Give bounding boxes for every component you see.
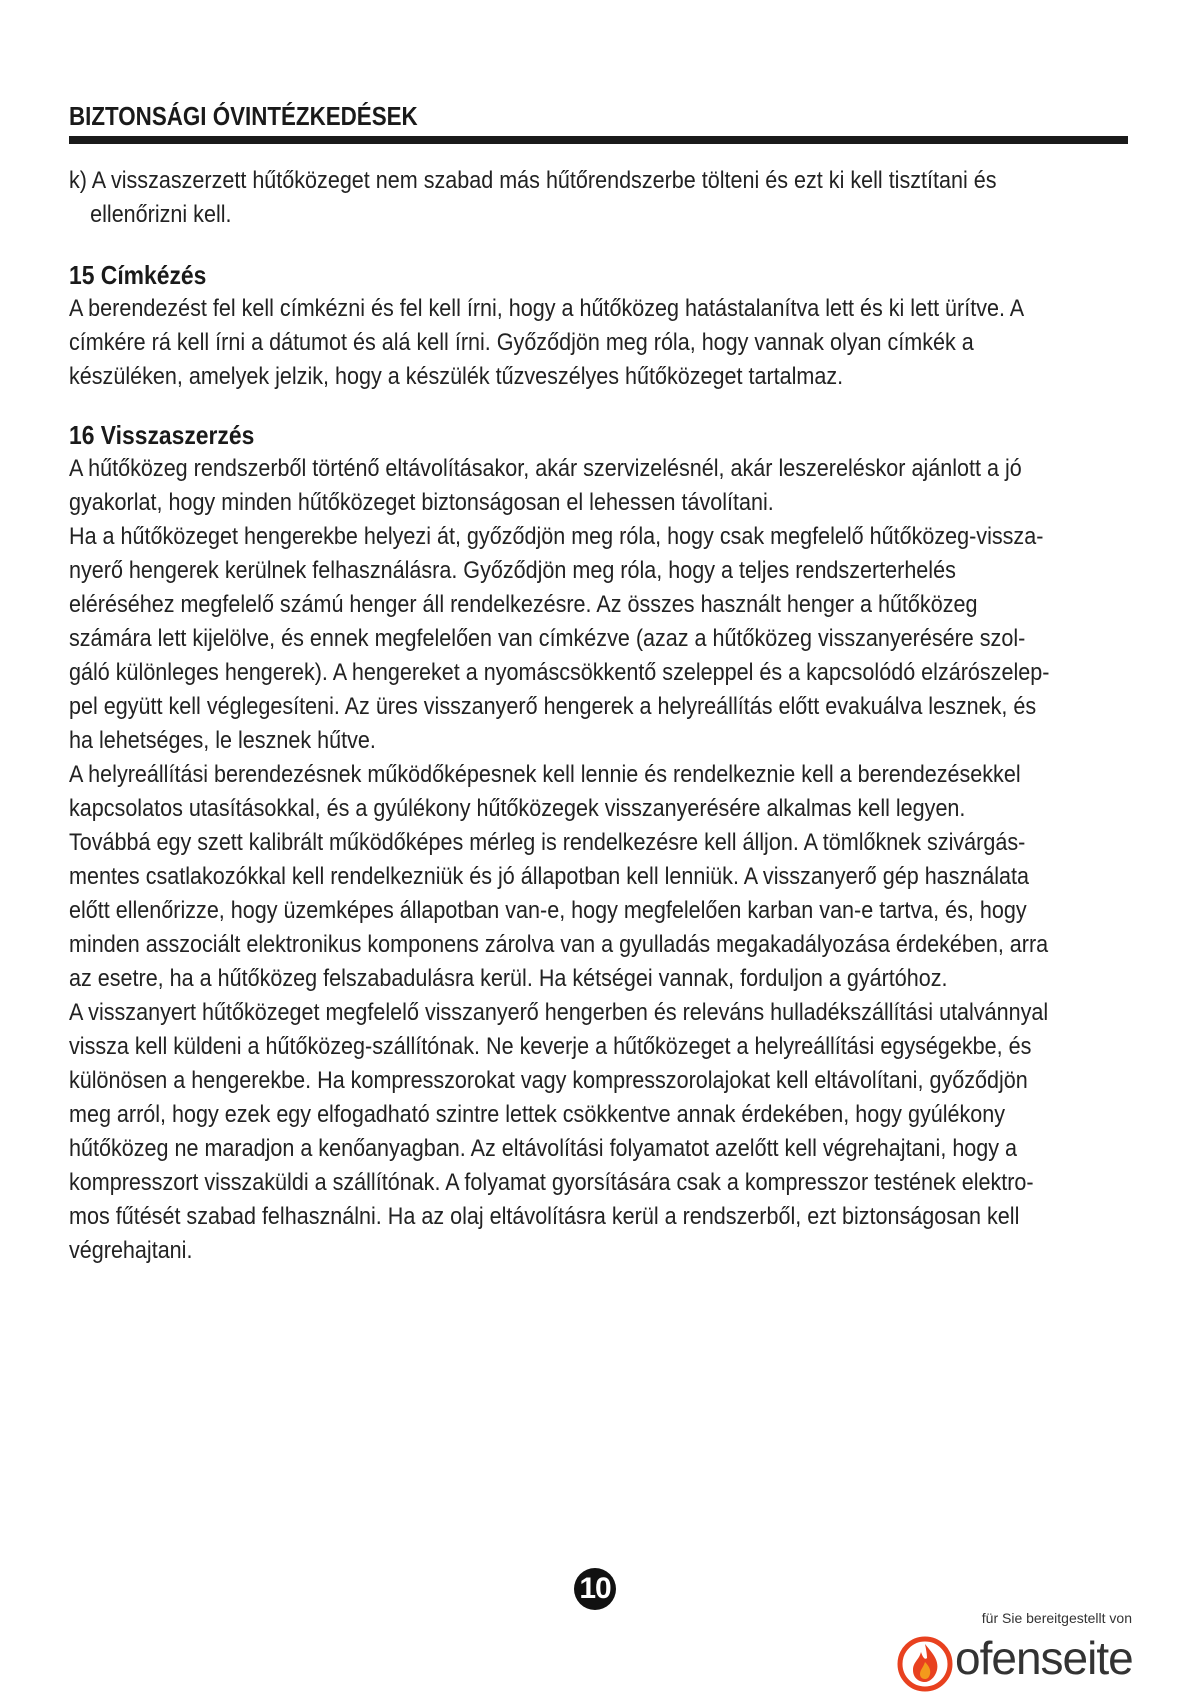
paragraph-line: ha lehetséges, le lesznek hűtve. [69, 727, 376, 754]
paragraph-line: eléréséhez megfelelő számú henger áll rendelkezésre. Az összes használt henger a hűtőközeg [69, 591, 978, 618]
brand-name: ofenseite [955, 1632, 1133, 1684]
paragraph-line: számára lett kijelölve, és ennek megfelelően van címkézve (azaz a hűtőközeg visszanyerésére szol- [69, 625, 1026, 652]
section-15 [69, 258, 1128, 394]
paragraph-line: végrehajtani. [69, 1237, 193, 1264]
paragraph-line: vissza kell küldeni a hűtőközeg-szállítónak. Ne keverje a hűtőközeget a helyreállítási egységekbe, és [69, 1033, 1032, 1060]
paragraph-line: ellenőrizni kell. [90, 201, 232, 228]
page-header [69, 100, 1128, 144]
paragraph-line: A berendezést fel kell címkézni és fel kell írni, hogy a hűtőközeg hatástalanítva lett és ki lett ürítve. A [69, 295, 1025, 322]
section-heading: 15 Címkézés [69, 260, 207, 290]
paragraph-line: mos fűtését szabad felhasználni. Ha az olaj eltávolításra kerül a rendszerből, ezt biztonságosan kell [69, 1203, 1020, 1230]
paragraph-line: Továbbá egy szett kalibrált működőképes mérleg is rendelkezésre kell álljon. A tömlőknek szivárgás- [69, 829, 1026, 856]
paragraph-line: A hűtőközeg rendszerből történő eltávolításakor, akár szervizelésnél, akár leszereléskor ajánlott a jó [69, 455, 1022, 482]
paragraph-line: előtt ellenőrizze, hogy üzemképes állapotban van-e, hogy megfelelően karban van-e tartva, és, hogy [69, 897, 1027, 924]
section-16 [69, 418, 1128, 1268]
page-number: 10 [574, 1568, 616, 1610]
paragraph-line: nyerő hengerek kerülnek felhasználásra. Győződjön meg róla, hogy a teljes rendszerterhelés [69, 557, 956, 584]
brand-tagline: für Sie bereitgestellt von [981, 1610, 1132, 1626]
paragraph-line: Ha a hűtőközeget hengerekbe helyezi át, győződjön meg róla, hogy csak megfelelő hűtőközeg-vissza- [69, 523, 1044, 550]
paragraph-line: kapcsolatos utasításokkal, és a gyúlékony hűtőközegek visszanyerésére alkalmas kell legyen. [69, 795, 966, 822]
paragraph-line: kompresszort visszaküldi a szállítónak. A folyamat gyorsítására csak a kompresszor testének elektro- [69, 1169, 1034, 1196]
flame-logo-icon [895, 1632, 955, 1692]
paragraph-line: A helyreállítási berendezésnek működőképesnek kell lennie és rendelkeznie kell a berendezésekkel [69, 761, 1021, 788]
paragraph-line: mentes csatlakozókkal kell rendelkezniük és jó állapotban kell lenniük. A visszanyerő gép használata [69, 863, 1029, 890]
paragraph-line: készüléken, amelyek jelzik, hogy a készülék tűzveszélyes hűtőközeget tartalmaz. [69, 363, 844, 390]
paragraph-line: k) A visszaszerzett hűtőközeget nem szabad más hűtőrendszerbe tölteni és ezt ki kell tisztítani és [69, 167, 997, 194]
paragraph-line: gyakorlat, hogy minden hűtőközeget biztonságosan el lehessen távolítani. [69, 489, 774, 516]
paragraph-line: gáló különleges hengerek). A hengereket a nyomáscsökkentő szeleppel és a kapcsolódó elzárószelep- [69, 659, 1050, 686]
brand-watermark[interactable] [895, 1610, 1140, 1684]
paragraph-line: minden asszociált elektronikus komponens zárolva van a gyulladás megakadályozása érdekében, arra [69, 931, 1049, 958]
page-title: BIZTONSÁGI ÓVINTÉZKEDÉSEK [69, 101, 418, 131]
document-body [69, 164, 1128, 1268]
paragraph-line: címkére rá kell írni a dátumot és alá kell írni. Győződjön meg róla, hogy vannak olyan címkék a [69, 329, 974, 356]
paragraph-line: hűtőközeg ne maradjon a kenőanyagban. Az eltávolítási folyamatot azelőtt kell végrehajtani, hogy a [69, 1135, 1018, 1162]
paragraph-line: az esetre, ha a hűtőközeg felszabadulásra kerül. Ha kétségei vannak, forduljon a gyártóhoz. [69, 965, 948, 992]
list-item-k [69, 164, 1128, 232]
paragraph-line: különösen a hengerekbe. Ha kompresszorokat vagy kompresszorolajokat kell eltávolítani, győződjön [69, 1067, 1028, 1094]
header-divider [69, 136, 1128, 144]
paragraph-line: pel együtt kell véglegesíteni. Az üres visszanyerő hengerek a helyreállítás előtt evakuálva lesznek, és [69, 693, 1037, 720]
paragraph-line: A visszanyert hűtőközeget megfelelő visszanyerő hengerben és releváns hulladékszállítási utalvánnyal [69, 999, 1049, 1026]
section-heading: 16 Visszaszerzés [69, 420, 255, 450]
paragraph-line: meg arról, hogy ezek egy elfogadható szintre lettek csökkentve annak érdekében, hogy gyúlékony [69, 1101, 1006, 1128]
